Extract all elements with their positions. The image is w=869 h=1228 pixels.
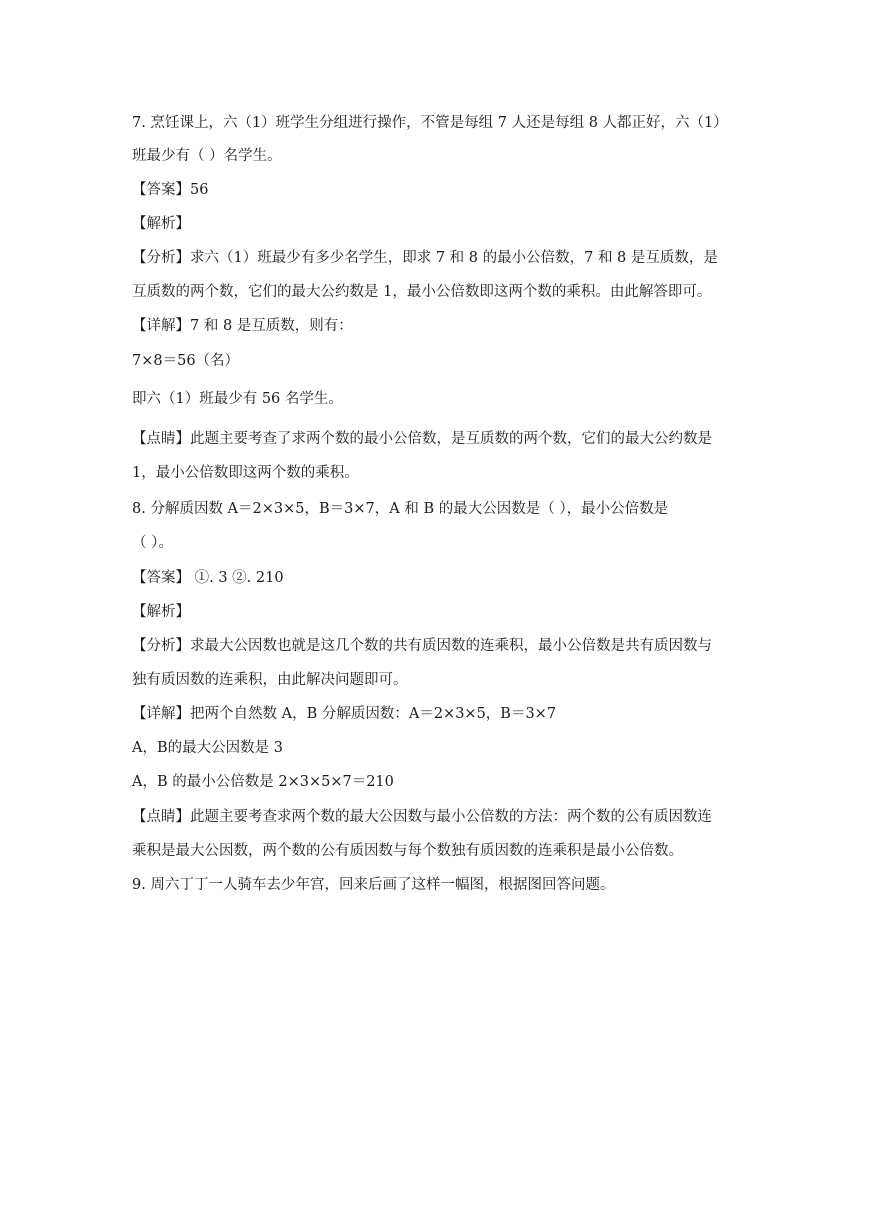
- q7-fenxi-line2: 互质数的两个数，它们的最大公约数是 1，最小公倍数即这两个数的乘积。由此解答即可。: [132, 284, 712, 300]
- q7-xiangjie-line3: 即六（1）班最少有 56 名学生。: [132, 391, 343, 407]
- q7-analysis-heading: 【解析】: [132, 216, 190, 232]
- q9-question-line1: 9. 周六丁丁一人骑车去少年宫，回来后画了这样一幅图，根据图回答问题。: [132, 877, 615, 893]
- q8-xiangjie-line2: A，B的最大公因数是 3: [132, 740, 283, 756]
- q8-dianjing-line2: 乘积是最大公因数，两个数的公有质因数与每个数独有质因数的连乘积是最小公倍数。: [132, 843, 683, 859]
- q8-xiangjie-line1: 【详解】把两个自然数 A，B 分解质因数：A＝2×3×5，B＝3×7: [132, 706, 557, 722]
- q8-answer: 【答案】 ①. 3 ②. 210: [132, 570, 284, 586]
- q7-fenxi-line1: 【分析】求六（1）班最少有多少名学生，即求 7 和 8 的最小公倍数，7 和 8 是互质数，是: [132, 250, 718, 266]
- q8-fenxi-line1: 【分析】求最大公因数也就是这几个数的共有质因数的连乘积，最小公倍数是共有质因数与: [132, 638, 712, 654]
- q8-fenxi-line2: 独有质因数的连乘积，由此解决问题即可。: [132, 672, 408, 688]
- q7-xiangjie-line1: 【详解】7 和 8 是互质数，则有：: [132, 318, 353, 334]
- q7-xiangjie-line2: 7×8＝56（名）: [132, 353, 240, 369]
- q7-dianjing-line2: 1，最小公倍数即这两个数的乘积。: [132, 465, 359, 481]
- q8-dianjing-line1: 【点睛】此题主要考查求两个数的最大公因数与最小公倍数的方法：两个数的公有质因数连: [132, 809, 712, 825]
- q8-question-line1: 8. 分解质因数 A＝2×3×5，B＝3×7，A 和 B 的最大公因数是（ ），最小公倍数是: [132, 501, 669, 517]
- q7-answer: 【答案】56: [132, 182, 209, 198]
- q8-analysis-heading: 【解析】: [132, 604, 190, 620]
- q7-dianjing-line1: 【点睛】此题主要考查了求两个数的最小公倍数，是互质数的两个数，它们的最大公约数是: [132, 431, 712, 447]
- q8-xiangjie-line3: A，B 的最小公倍数是 2×3×5×7＝210: [132, 774, 394, 790]
- q7-question-line1: 7. 烹饪课上，六（1）班学生分组进行操作，不管是每组 7 人还是每组 8 人都正好，六（1）: [132, 115, 728, 131]
- q7-question-line2: 班最少有（ ）名学生。: [132, 148, 282, 164]
- q8-question-line2: （ ）。: [132, 535, 173, 551]
